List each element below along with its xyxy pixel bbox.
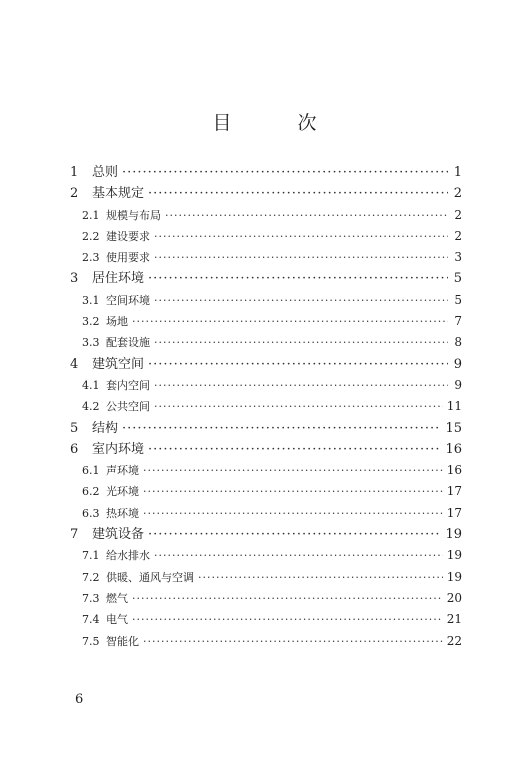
toc-chapter-entry[interactable] xyxy=(70,354,462,375)
toc-entry-label: 智能化 xyxy=(106,634,139,648)
toc-section-entry[interactable] xyxy=(70,332,462,353)
toc-entry-label: 建筑设备 xyxy=(92,527,145,543)
toc-leader-dots xyxy=(165,205,448,226)
toc-entry-number: 5 xyxy=(70,420,79,436)
toc-entry-label: 场地 xyxy=(106,315,128,329)
page-number: 6 xyxy=(75,692,84,707)
toc-section-entry[interactable] xyxy=(70,311,462,332)
toc-entry-label: 光环境 xyxy=(106,485,139,499)
toc-section-entry[interactable] xyxy=(70,567,462,588)
toc-entry-page: 8 xyxy=(454,335,462,350)
toc-section-entry[interactable] xyxy=(70,631,462,652)
toc-chapter-entry[interactable] xyxy=(70,268,462,289)
toc-leader-dots xyxy=(132,311,448,332)
toc-entry-number: 1 xyxy=(70,165,79,180)
toc-entry-label: 建筑空间 xyxy=(92,356,145,372)
toc-entry-number: 7.3 xyxy=(82,591,100,605)
toc-section-entry[interactable] xyxy=(70,226,462,247)
toc-entry-number: 3 xyxy=(70,271,79,287)
toc-entry-number: 7.2 xyxy=(82,570,100,584)
toc-leader-dots xyxy=(154,396,443,417)
toc-leader-dots xyxy=(154,247,448,268)
toc-leader-dots xyxy=(154,332,448,353)
toc-entry-page: 19 xyxy=(445,527,462,543)
toc-entry-page: 5 xyxy=(453,271,462,287)
toc-entry-label: 套内空间 xyxy=(106,378,150,392)
toc-entry-label: 总则 xyxy=(92,165,119,180)
toc-entry-page: 11 xyxy=(446,399,462,414)
toc-leader-dots xyxy=(132,609,443,630)
toc-entry-number: 2.2 xyxy=(82,229,100,243)
toc-entry-page: 7 xyxy=(454,314,462,329)
toc-entry-number: 6.3 xyxy=(82,506,100,520)
toc-entry-label: 使用要求 xyxy=(106,251,150,265)
toc-leader-dots xyxy=(148,354,448,375)
toc-entry-page: 3 xyxy=(454,250,462,265)
toc-leader-dots xyxy=(122,418,441,439)
toc-entry-page: 2 xyxy=(454,228,462,243)
toc-entry-page: 2 xyxy=(454,207,462,222)
toc-entry-number: 3.1 xyxy=(82,293,100,307)
toc-entry-page: 19 xyxy=(446,569,462,584)
toc-entry-number: 4.2 xyxy=(82,400,100,414)
toc-entry-page: 21 xyxy=(446,612,462,627)
toc-entry-label: 配套设施 xyxy=(106,336,150,350)
toc-entry-page: 16 xyxy=(445,441,462,457)
toc-entry-number: 4 xyxy=(70,356,79,372)
toc-entry-page: 20 xyxy=(446,590,462,605)
toc-entry-number: 3.2 xyxy=(82,315,100,329)
toc-entry-number: 6.2 xyxy=(82,485,100,499)
toc-entry-number: 2.3 xyxy=(82,251,100,265)
toc-chapter-entry[interactable] xyxy=(70,439,462,460)
toc-entry-page: 9 xyxy=(454,377,462,392)
toc-entry-label: 结构 xyxy=(92,420,119,436)
toc-entry-page: 1 xyxy=(453,165,462,180)
toc-leader-dots xyxy=(143,503,443,524)
toc-section-entry[interactable] xyxy=(70,375,462,396)
toc-entry-page: 2 xyxy=(453,186,462,202)
table-of-contents xyxy=(70,162,462,652)
toc-entry-label: 居住环境 xyxy=(92,271,145,287)
toc-entry-number: 7.5 xyxy=(82,634,100,648)
page-title: 目 次 xyxy=(212,112,347,134)
toc-entry-number: 7.4 xyxy=(82,613,100,627)
toc-section-entry[interactable] xyxy=(70,290,462,311)
toc-entry-page: 17 xyxy=(446,484,462,499)
toc-entry-label: 供暖、通风与空调 xyxy=(106,570,194,584)
toc-leader-dots xyxy=(154,545,443,566)
toc-entry-label: 给水排水 xyxy=(106,549,150,563)
toc-leader-dots xyxy=(154,375,448,396)
toc-entry-number: 6.1 xyxy=(82,464,100,478)
toc-entry-number: 7.1 xyxy=(82,549,100,563)
toc-entry-label: 室内环境 xyxy=(92,441,145,457)
toc-section-entry[interactable] xyxy=(70,460,462,481)
toc-entry-label: 热环境 xyxy=(106,506,139,520)
toc-entry-page: 5 xyxy=(454,292,462,307)
toc-chapter-entry[interactable] xyxy=(70,418,462,439)
toc-leader-dots xyxy=(143,631,443,652)
toc-chapter-entry[interactable] xyxy=(70,162,462,183)
toc-entry-number: 2 xyxy=(70,186,79,202)
toc-leader-dots xyxy=(154,226,448,247)
toc-section-entry[interactable] xyxy=(70,503,462,524)
toc-entry-label: 声环境 xyxy=(106,464,139,478)
toc-leader-dots xyxy=(143,481,443,502)
toc-entry-page: 9 xyxy=(453,356,462,372)
toc-section-entry[interactable] xyxy=(70,481,462,502)
toc-section-entry[interactable] xyxy=(70,247,462,268)
toc-entry-page: 19 xyxy=(446,548,462,563)
toc-leader-dots xyxy=(122,162,448,183)
toc-entry-label: 建设要求 xyxy=(106,229,150,243)
toc-entry-number: 3.3 xyxy=(82,336,100,350)
toc-section-entry[interactable] xyxy=(70,205,462,226)
toc-entry-label: 电气 xyxy=(106,613,128,627)
toc-entry-page: 17 xyxy=(446,505,462,520)
toc-entry-label: 规模与布局 xyxy=(106,208,161,222)
toc-leader-dots xyxy=(132,588,443,609)
toc-entry-page: 15 xyxy=(445,420,462,436)
toc-entry-label: 空间环境 xyxy=(106,293,150,307)
toc-entry-number: 7 xyxy=(70,527,79,543)
toc-entry-number: 4.1 xyxy=(82,378,100,392)
toc-section-entry[interactable] xyxy=(70,545,462,566)
toc-section-entry[interactable] xyxy=(70,588,462,609)
toc-section-entry[interactable] xyxy=(70,396,462,417)
toc-leader-dots xyxy=(148,268,448,289)
toc-leader-dots xyxy=(148,524,441,545)
toc-leader-dots xyxy=(154,290,448,311)
toc-section-entry[interactable] xyxy=(70,609,462,630)
toc-leader-dots xyxy=(148,439,441,460)
toc-entry-number: 2.1 xyxy=(82,208,100,222)
toc-entry-page: 22 xyxy=(446,633,462,648)
toc-chapter-entry[interactable] xyxy=(70,183,462,204)
toc-entry-label: 燃气 xyxy=(106,591,128,605)
toc-leader-dots xyxy=(198,567,443,588)
toc-entry-label: 公共空间 xyxy=(106,400,150,414)
toc-chapter-entry[interactable] xyxy=(70,524,462,545)
toc-leader-dots xyxy=(148,183,448,204)
toc-entry-page: 16 xyxy=(446,463,462,478)
toc-leader-dots xyxy=(143,460,443,481)
toc-entry-label: 基本规定 xyxy=(92,186,145,202)
toc-entry-number: 6 xyxy=(70,441,79,457)
